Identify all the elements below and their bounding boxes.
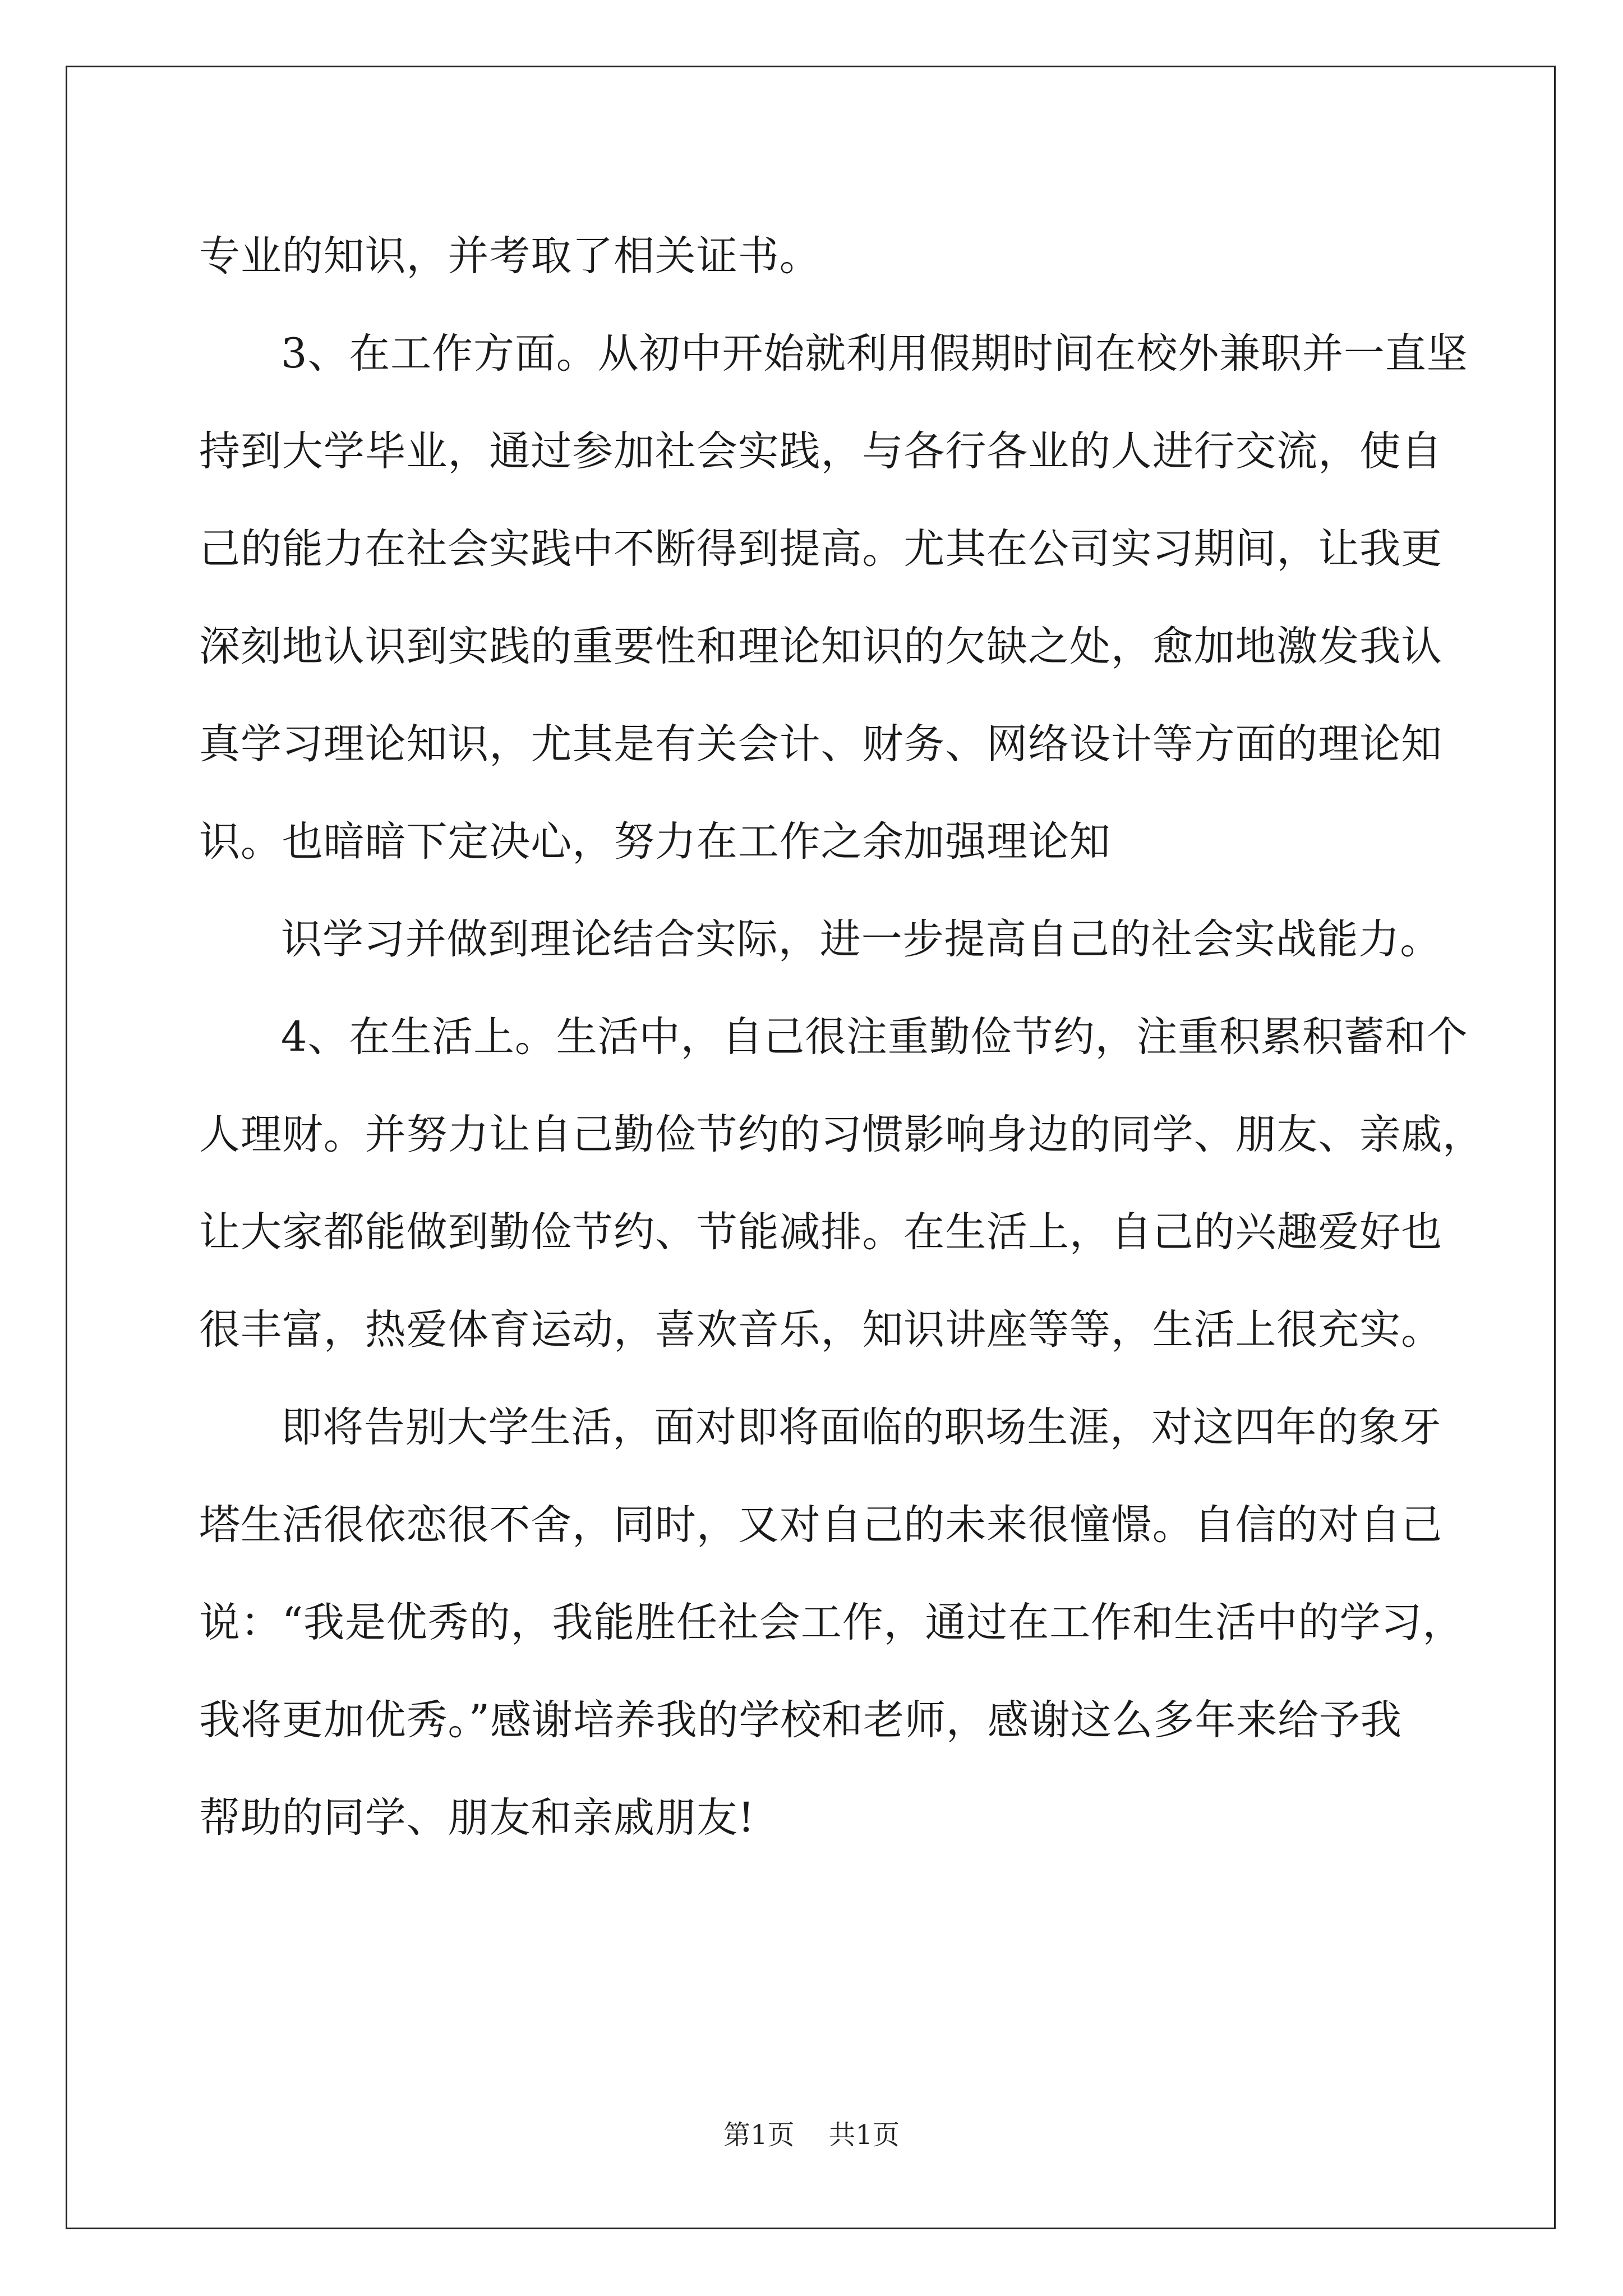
text-line: 己的能力在社会实践中不断得到提高。尤其在公司实习期间，让我更 [199,525,1442,573]
total-pages: 共1页 [828,2119,900,2151]
page-footer [0,2118,1623,2152]
text-line: 人理财。并努力让自己勤俭节约的习惯影响身边的同学、朋友、亲戚， [199,1111,1484,1158]
document-body [199,208,1484,1867]
text-line: 4、在生活上。生活中，自己很注重勤俭节约，注重积累积蓄和个 [281,1013,1468,1061]
text-line: 帮助的同学、朋友和亲戚朋友! [199,1794,755,1842]
text-line: 即将告别大学生活，面对即将面临的职场生涯，对这四年的象牙 [281,1404,1442,1451]
text-line: 3、在工作方面。从初中开始就利用假期时间在校外兼职并一直坚 [281,330,1468,378]
text-line: 让大家都能做到勤俭节约、节能减排。在生活上，自己的兴趣爱好也 [199,1208,1442,1256]
text-line: 真学习理论知识，尤其是有关会计、财务、网络设计等方面的理论知 [199,720,1442,768]
text-line: 识学习并做到理论结合实际，进一步提高自己的社会实战能力。 [281,915,1442,963]
text-line: 识。也暗暗下定决心，努力在工作之余加强理论知 [199,818,1111,866]
text-line: 持到大学毕业，通过参加社会实践，与各行各业的人进行交流，使自 [199,427,1442,475]
text-line: 我将更加优秀。”感谢培养我的学校和老师，感谢这么多年来给予我 [199,1696,1402,1744]
text-line: 塔生活很依恋很不舍，同时，又对自己的未来很憧憬。自信的对自己 [199,1501,1442,1549]
text-line: 深刻地认识到实践的重要性和理论知识的欠缺之处，愈加地激发我认 [199,623,1442,670]
page-number: 第1页 [723,2119,795,2151]
text-line: 说：“我是优秀的，我能胜任社会工作，通过在工作和生活中的学习， [199,1599,1464,1646]
text-line: 专业的知识，并考取了相关证书。 [199,232,821,280]
text-line: 很丰富，热爱体育运动，喜欢音乐，知识讲座等等，生活上很充实。 [199,1306,1442,1354]
